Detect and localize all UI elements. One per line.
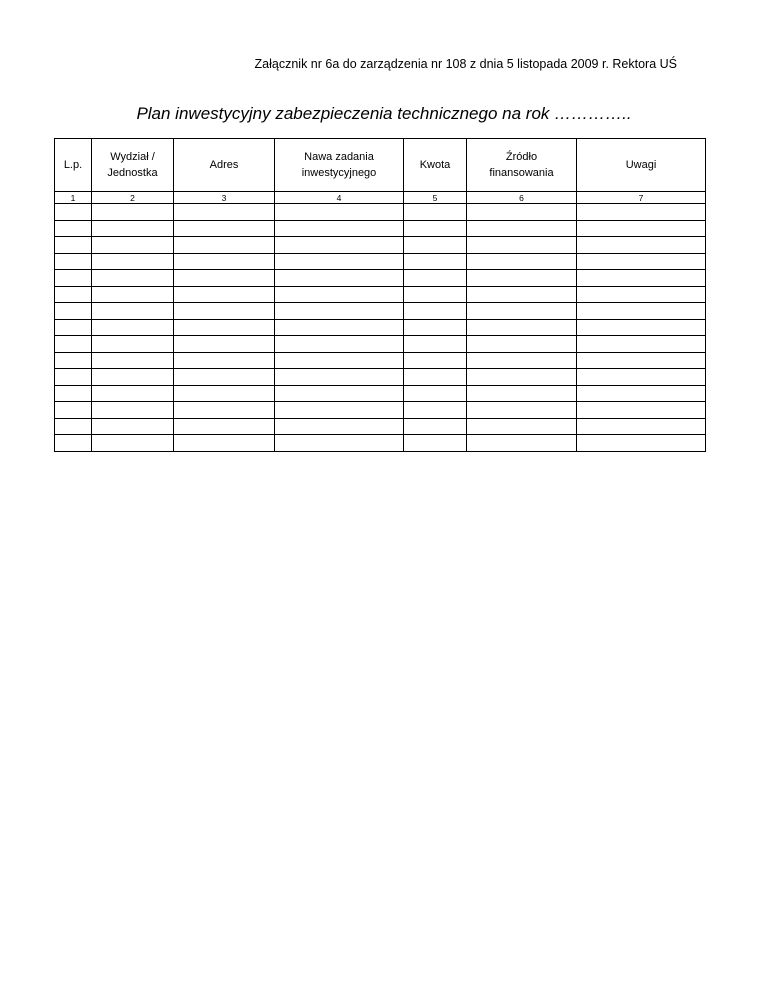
table-cell — [467, 336, 577, 353]
table-cell — [174, 369, 275, 386]
table-cell — [577, 418, 706, 435]
table-cell — [467, 402, 577, 419]
table-cell — [174, 418, 275, 435]
table-cell — [577, 220, 706, 237]
table-cell — [275, 220, 404, 237]
table-row — [55, 369, 706, 386]
table-cell — [467, 303, 577, 320]
table-cell — [275, 385, 404, 402]
col-header-lp — [55, 139, 92, 192]
table-cell — [467, 286, 577, 303]
table-cell — [275, 435, 404, 452]
table-cell — [467, 435, 577, 452]
table-cell — [467, 352, 577, 369]
table-cell — [404, 402, 467, 419]
col-header-department-line2: Jednostka — [107, 167, 158, 179]
column-number: 7 — [577, 192, 706, 204]
table-cell — [577, 319, 706, 336]
col-header-remarks-line1: Uwagi — [625, 159, 657, 171]
table-cell — [404, 237, 467, 254]
table-cell — [174, 270, 275, 287]
table-cell — [577, 237, 706, 254]
table-cell — [577, 352, 706, 369]
table-cell — [174, 435, 275, 452]
col-header-funding-source — [467, 139, 577, 192]
col-header-amount — [404, 139, 467, 192]
table-cell — [467, 418, 577, 435]
col-header-address — [174, 139, 275, 192]
document-title: Plan inwestycyjny zabezpieczenia technicznego na rok ………….. — [136, 104, 632, 123]
col-header-funding-source-line1: Źródło — [505, 151, 538, 163]
column-number: 2 — [92, 192, 174, 204]
table-row — [55, 286, 706, 303]
table-cell — [404, 385, 467, 402]
table-cell — [92, 336, 174, 353]
table-cell — [55, 237, 92, 254]
table-cell — [577, 385, 706, 402]
table-cell — [467, 253, 577, 270]
table-cell — [577, 336, 706, 353]
table-row — [55, 220, 706, 237]
table-cell — [404, 352, 467, 369]
table-cell — [275, 369, 404, 386]
column-number: 5 — [404, 192, 467, 204]
table-cell — [174, 237, 275, 254]
table-row — [55, 319, 706, 336]
table-cell — [404, 204, 467, 221]
col-header-address-line1: Adres — [209, 159, 239, 171]
table-cell — [467, 369, 577, 386]
table-cell — [577, 204, 706, 221]
table-cell — [92, 402, 174, 419]
table-cell — [92, 220, 174, 237]
table-cell — [55, 220, 92, 237]
table-row — [55, 352, 706, 369]
table-row — [55, 204, 706, 221]
table-cell — [404, 369, 467, 386]
table-cell — [174, 303, 275, 320]
table-cell — [92, 204, 174, 221]
table-cell — [174, 286, 275, 303]
investment-plan-table — [54, 138, 706, 452]
table-row — [55, 336, 706, 353]
table-cell — [55, 352, 92, 369]
table-cell — [55, 253, 92, 270]
table-cell — [174, 253, 275, 270]
table-cell — [404, 418, 467, 435]
table-cell — [92, 286, 174, 303]
table-cell — [92, 435, 174, 452]
table-cell — [92, 253, 174, 270]
table-cell — [275, 286, 404, 303]
table-cell — [467, 204, 577, 221]
table-cell — [55, 402, 92, 419]
table-cell — [55, 435, 92, 452]
column-number: 6 — [467, 192, 577, 204]
table-row — [55, 402, 706, 419]
annex-reference: Załącznik nr 6a do zarządzenia nr 108 z dnia 5 listopada 2009 r. Rektora UŚ — [254, 57, 677, 71]
table-cell — [404, 253, 467, 270]
table-cell — [577, 270, 706, 287]
table-cell — [467, 270, 577, 287]
header-row — [55, 139, 706, 192]
table-cell — [275, 237, 404, 254]
table-cell — [55, 418, 92, 435]
table-cell — [174, 402, 275, 419]
col-header-department-line1: Wydział / — [110, 151, 155, 163]
table-cell — [55, 319, 92, 336]
table-cell — [174, 204, 275, 221]
table-cell — [577, 286, 706, 303]
table-cell — [577, 402, 706, 419]
table-cell — [467, 385, 577, 402]
table-row — [55, 385, 706, 402]
table-cell — [404, 286, 467, 303]
table-cell — [92, 270, 174, 287]
table-cell — [275, 418, 404, 435]
table-cell — [92, 385, 174, 402]
column-number-row — [55, 192, 706, 204]
table-cell — [275, 352, 404, 369]
column-number: 3 — [174, 192, 275, 204]
table-cell — [92, 237, 174, 254]
table-cell — [92, 319, 174, 336]
table-cell — [275, 336, 404, 353]
col-header-funding-source-line2: finansowania — [489, 167, 554, 179]
table-row — [55, 418, 706, 435]
table-cell — [467, 319, 577, 336]
table-cell — [92, 352, 174, 369]
table-cell — [275, 319, 404, 336]
table-cell — [55, 270, 92, 287]
table-cell — [55, 369, 92, 386]
table-cell — [174, 385, 275, 402]
table-cell — [92, 303, 174, 320]
table-cell — [174, 319, 275, 336]
table-cell — [55, 385, 92, 402]
table-cell — [174, 352, 275, 369]
col-header-amount-line1: Kwota — [419, 159, 451, 171]
table-row — [55, 303, 706, 320]
table-cell — [55, 336, 92, 353]
table-cell — [467, 220, 577, 237]
table-cell — [467, 237, 577, 254]
table-cell — [404, 270, 467, 287]
table-cell — [577, 303, 706, 320]
table-cell — [55, 286, 92, 303]
table-cell — [275, 270, 404, 287]
table-cell — [577, 253, 706, 270]
table-cell — [55, 204, 92, 221]
table-cell — [275, 204, 404, 221]
table-cell — [404, 220, 467, 237]
table-cell — [404, 319, 467, 336]
table-cell — [275, 402, 404, 419]
table-row — [55, 237, 706, 254]
table-row — [55, 253, 706, 270]
column-number: 4 — [275, 192, 404, 204]
table-cell — [577, 369, 706, 386]
table-cell — [92, 418, 174, 435]
table-cell — [404, 336, 467, 353]
table-cell — [577, 435, 706, 452]
col-header-lp-line1: L.p. — [63, 159, 83, 171]
col-header-department — [92, 139, 174, 192]
table-cell — [275, 253, 404, 270]
table-cell — [404, 435, 467, 452]
table-row — [55, 270, 706, 287]
col-header-task-name-line1: Nawa zadania — [304, 151, 374, 163]
column-number: 1 — [55, 192, 92, 204]
table-cell — [92, 369, 174, 386]
col-header-remarks — [577, 139, 706, 192]
col-header-task-name-line2: inwestycyjnego — [301, 167, 377, 179]
table-cell — [404, 303, 467, 320]
col-header-task-name — [275, 139, 404, 192]
table-cell — [174, 220, 275, 237]
table-cell — [275, 303, 404, 320]
table-cell — [55, 303, 92, 320]
table-row — [55, 435, 706, 452]
table-cell — [174, 336, 275, 353]
